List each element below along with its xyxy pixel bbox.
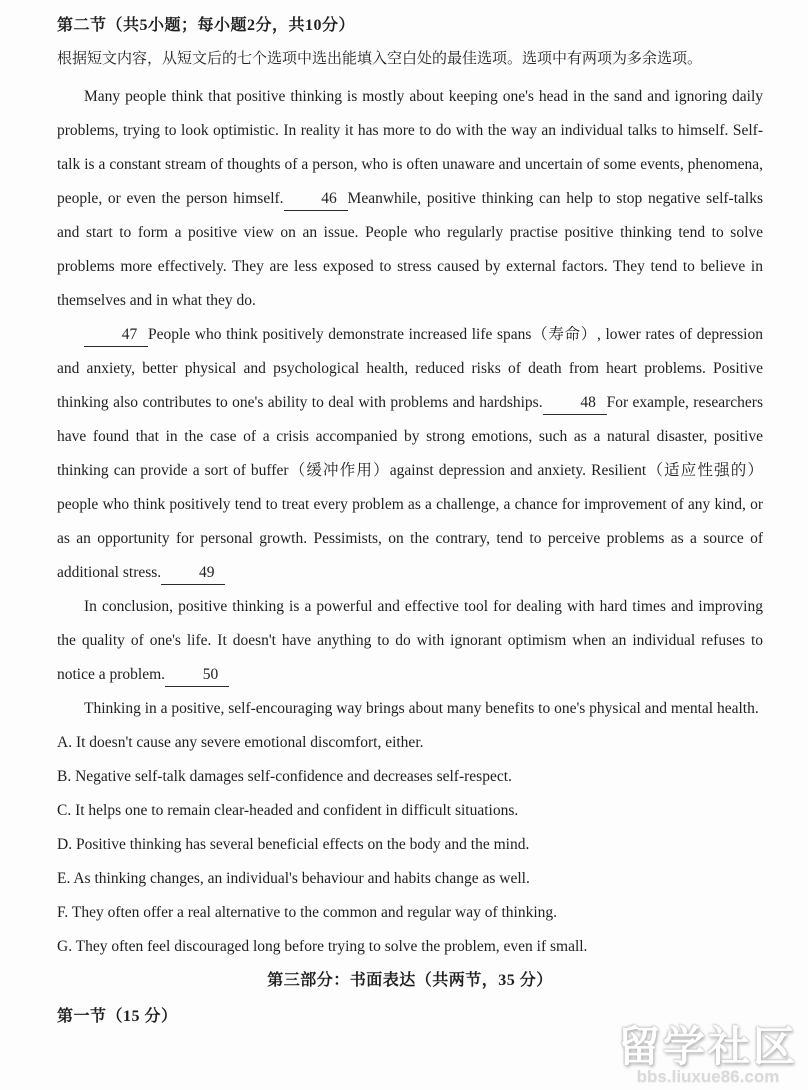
blank-48: 48 xyxy=(543,392,607,415)
passage-paragraph-3: In conclusion, positive thinking is a powerful and effective tool for dealing with hard times and improving the quality of one's life. It doesn't have anything to do with ignorant optimism when an individual refuses to notice a problem. 50 xyxy=(57,590,763,692)
option-E: E. As thinking changes, an individual's behaviour and habits change as well. xyxy=(57,870,530,887)
watermark-url: bbs.liuxue86.com xyxy=(636,1067,780,1086)
blank-47: 47 xyxy=(84,324,148,347)
passage-paragraph-2: 47 People who think positively demonstrate increased life spans（寿命）, lower rates of depression and anxiety, better physical and psychological health, reduced risks of death from heart problems. Positive thinking also contributes to one's ability to deal with problems and hardships. 48 For example, researchers have found that in the case of a crisis accompanied by strong emotions, such as a natural disaster, positive thinking can provide a sort of buffer（缓冲作用）against depression and anxiety. Resilient（适应性强的）people who think positively tend to treat every problem as a challenge, a chance for improvement of any kind, or as an opportunity for personal growth. Pessimists, on the contrary, tend to perceive problems as a source of additional stress. 49 xyxy=(57,318,763,590)
blank-46: 46 xyxy=(284,188,348,211)
part-three-heading: 第三部分：书面表达（共两节，35 分） xyxy=(267,972,553,989)
blank-50: 50 xyxy=(165,664,229,687)
option-G: G. They often feel discouraged long before trying to solve the problem, even if small. xyxy=(57,938,588,955)
passage xyxy=(57,80,763,726)
instructions-text: 根据短文内容，从短文后的七个选项中选出能填入空白处的最佳选项。选项中有两项为多余选项。 xyxy=(57,51,703,67)
blank-49: 49 xyxy=(161,562,225,585)
passage-paragraph-1: Many people think that positive thinking is mostly about keeping one's head in the sand and ignoring daily problems, trying to look optimistic. In reality it has more to do with the way an individual talks to himself. Self-talk is a constant stream of thoughts of a person, who is often unaware and uncertain of some events, phenomena, people, or even the person himself. 46 Meanwhile, positive thinking can help to stop negative self-talks and start to form a positive view on an issue. People who regularly practise positive thinking tend to solve problems more effectively. They are less exposed to stress caused by external factors. They tend to believe in themselves and in what they do. xyxy=(57,88,763,309)
section-one-heading: 第一节（15 分） xyxy=(57,1008,178,1025)
option-B: B. Negative self-talk damages self-confidence and decreases self-respect. xyxy=(57,768,512,785)
option-F: F. They often offer a real alternative to the common and regular way of thinking. xyxy=(57,904,558,921)
passage-paragraph-4: Thinking in a positive, self-encouraging way brings about many benefits to one's physical and mental health. xyxy=(84,700,759,717)
option-A: A. It doesn't cause any severe emotional discomfort, either. xyxy=(57,734,424,751)
option-D: D. Positive thinking has several beneficial effects on the body and the mind. xyxy=(57,836,530,853)
options-list xyxy=(57,726,763,964)
watermark-title: 留学社区 xyxy=(617,1023,798,1070)
section-heading: 第二节（共5小题；每小题2分，共10分） xyxy=(57,17,356,34)
option-C: C. It helps one to remain clear-headed and confident in difficult situations. xyxy=(57,802,519,819)
